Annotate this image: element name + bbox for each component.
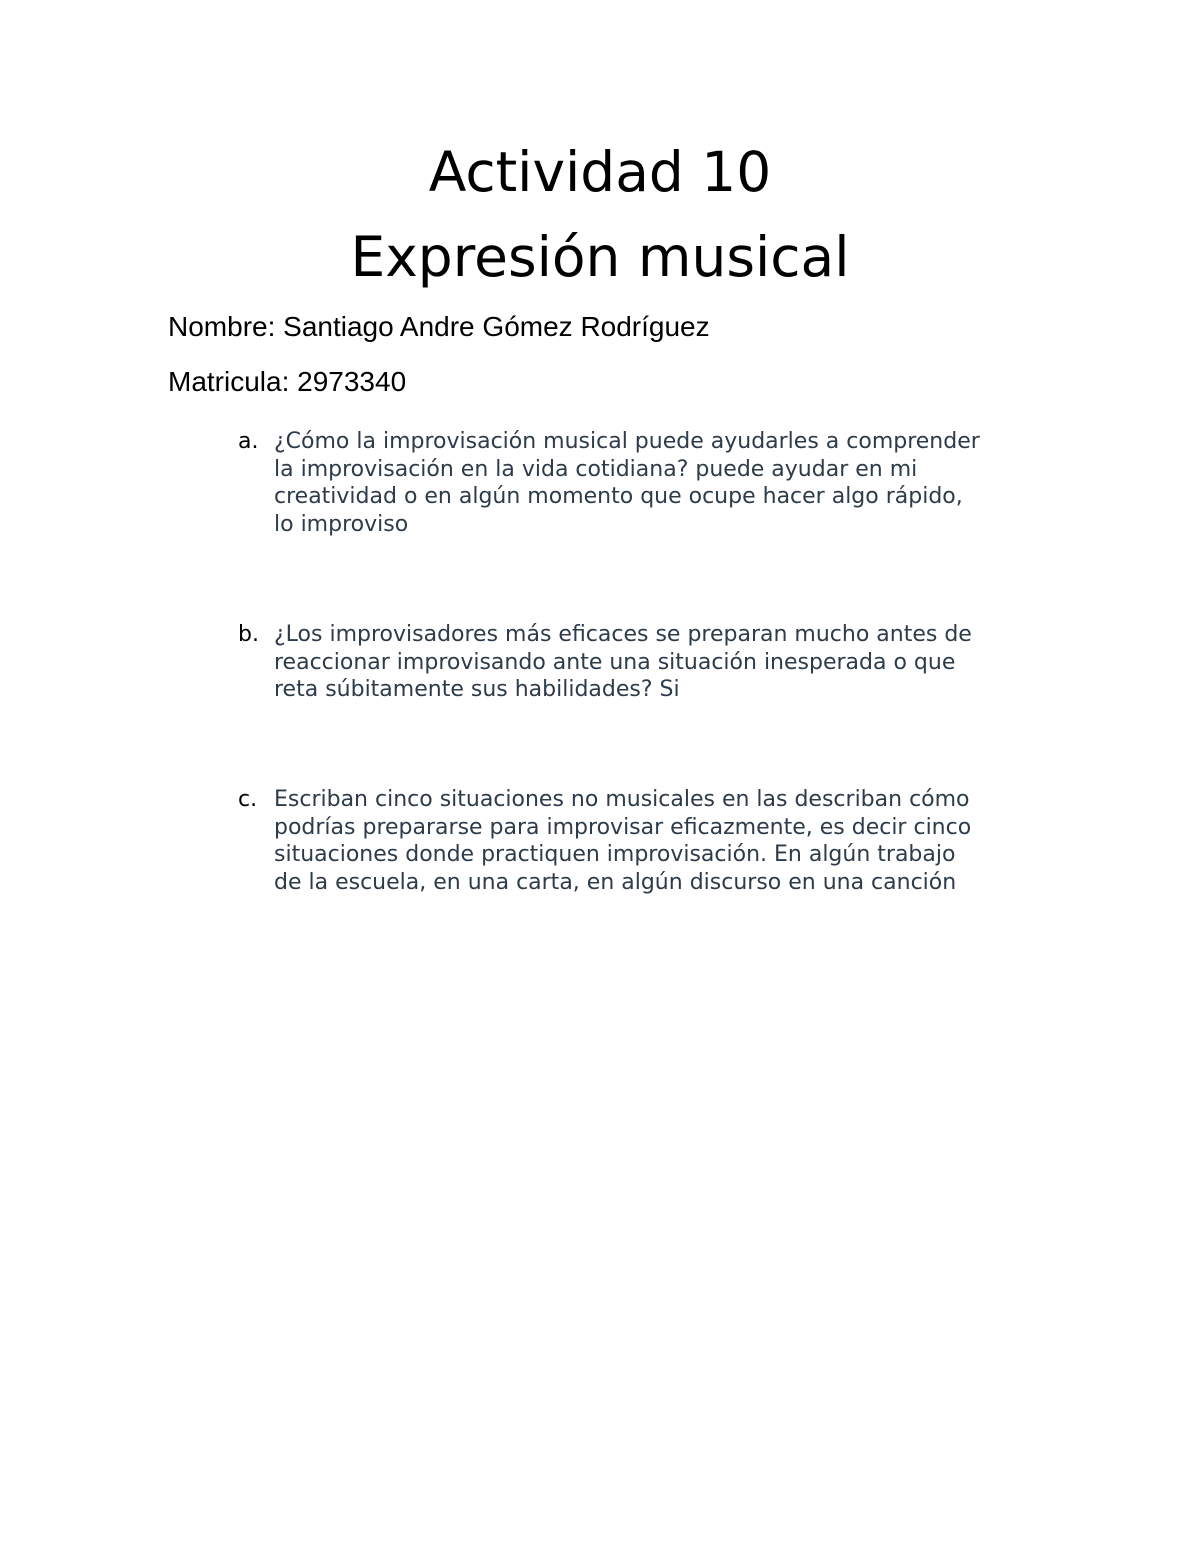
text-line: situaciones donde practiquen improvisación. En algún trabajo [274, 842, 956, 867]
document-subtitle: Expresión musical [350, 225, 850, 289]
student-id: Matricula: 2973340 [168, 366, 407, 397]
text-line: Escriban cinco situaciones no musicales en las describan cómo [274, 787, 970, 812]
question-text [274, 428, 1074, 538]
list-marker: c. [238, 787, 258, 812]
text-line: creatividad o en algún momento que ocupe hacer algo rápido, [274, 484, 963, 509]
text-line: lo improviso [274, 511, 409, 537]
text-line: la improvisación en la vida cotidiana? puede ayudar en mi [274, 456, 918, 482]
text-line: de la escuela, en una carta, en algún discurso en una canción [274, 869, 957, 895]
text-line: reaccionar improvisando ante una situación inesperada o que [274, 649, 956, 675]
question-text [274, 621, 1074, 704]
list-marker: b. [238, 622, 259, 647]
list-marker: a. [238, 429, 259, 454]
text-line: podrías prepararse para improvisar eficazmente, es decir cinco [274, 814, 972, 840]
text-line: reta súbitamente sus habilidades? Si [274, 677, 680, 702]
text-line: ¿Los improvisadores más eficaces se preparan mucho antes de [274, 622, 972, 647]
question-text [274, 786, 1074, 896]
text-line: ¿Cómo la improvisación musical puede ayudarles a comprender [274, 429, 980, 454]
student-name: Nombre: Santiago Andre Gómez Rodríguez [168, 311, 710, 342]
document-title: Actividad 10 [428, 140, 772, 204]
